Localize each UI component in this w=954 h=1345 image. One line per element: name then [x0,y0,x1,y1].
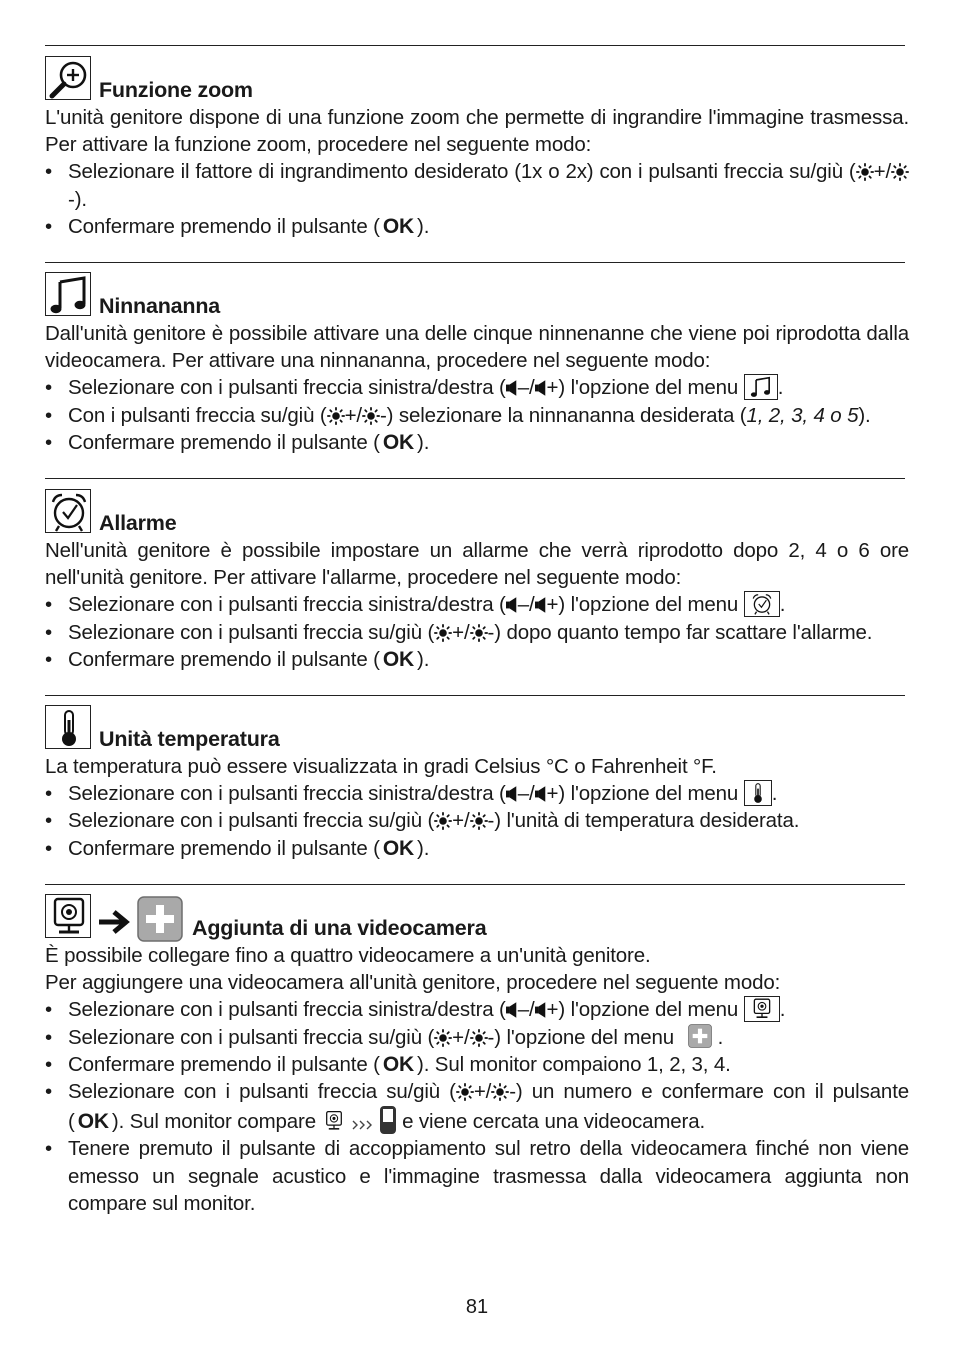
zoom-icon [45,56,91,100]
ok-button-label: OK [382,430,415,454]
music-note-icon [744,374,778,400]
list-item: • Selezionare il fattore di ingrandimento desiderato (1x o 2x) con i pulsanti freccia su/giù ( +/-). [45,158,909,212]
section-intro: È possibile collegare fino a quattro videocamere a un'unità genitore. [45,944,651,967]
volume-down-icon [506,596,518,614]
section-intro: La temperatura può essere visualizzata in gradi Celsius °C o Fahrenheit °F. [45,755,717,778]
volume-down-icon [506,1001,518,1019]
thermometer-icon [45,705,91,749]
brightness-up-icon [434,624,452,642]
divider [45,45,905,46]
thermometer-icon [744,780,772,806]
section-title: Aggiunta di una videocamera [192,916,487,940]
volume-up-icon [535,1001,547,1019]
list-item: • Selezionare con i pulsanti freccia sinistra/destra ( –/ +) l'opzione del menu . [45,780,909,807]
parent-unit-icon [379,1105,397,1135]
section-intro: Dall'unità genitore è possibile attivare una delle cinque ninnenanne che viene poi riprodotta dalla videocamera. Per attivare una ninnananna, procedere nel seguente modo: [45,322,909,373]
brightness-up-icon [434,812,452,830]
music-note-icon [45,272,91,316]
brightness-down-icon [470,624,488,642]
list-item: • Confermare premendo il pulsante ( OK ). [45,835,909,862]
volume-up-icon [535,785,547,803]
add-camera-icon [688,1024,712,1048]
list-item: • Confermare premendo il pulsante ( OK ). Sul monitor compaiono 1, 2, 3, 4. [45,1051,909,1078]
section-title: Allarme [99,511,177,535]
list-item: • Confermare premendo il pulsante ( OK ). [45,213,909,240]
camera-icon [45,894,91,938]
section-intro: Per aggiungere una videocamera all'unità genitore, procedere nel seguente modo: [45,971,781,995]
divider [45,695,905,696]
page-number: 81 [465,1296,489,1318]
signal-dots-icon [351,1119,373,1131]
brightness-down-icon [470,1029,488,1047]
brightness-up-icon [434,1029,452,1047]
list-item: • Selezionare con i pulsanti freccia su/giù ( +/ -) dopo quanto tempo far scattare l'allarme. [45,619,909,646]
volume-down-icon [506,379,518,397]
brightness-down-icon [891,163,909,181]
ok-button-label: OK [77,1110,109,1134]
ok-button-label: OK [382,214,415,238]
list-item: • Selezionare con i pulsanti freccia su/giù ( +/ -) un numero e confermare con il pulsante ( OK ). Sul monitor compare e viene cercata una videocamera. [45,1078,909,1135]
brightness-up-icon [327,407,345,425]
add-camera-icon [137,896,183,942]
section-title: Ninnananna [99,294,221,318]
section-intro: L'unità genitore dispone di una funzione zoom che permette di ingrandire l'immagine trasmessa. Per attivare la funzione zoom, procedere nel seguente modo: [45,106,909,157]
brightness-up-icon [856,163,874,181]
list-item: • Selezionare con i pulsanti freccia sinistra/destra ( –/ +) l'opzione del menu . [45,591,909,618]
brightness-up-icon [456,1083,474,1101]
divider [45,884,905,885]
volume-down-icon [506,785,518,803]
volume-up-icon [535,596,547,614]
ok-button-label: OK [382,647,415,671]
section-title: Funzione zoom [99,78,253,102]
volume-up-icon [535,379,547,397]
camera-icon [322,1108,346,1134]
brightness-down-icon [362,407,380,425]
section-temperature [45,705,909,862]
list-item: • Selezionare con i pulsanti freccia su/giù ( +/ -) l'opzione del menu . [45,1024,909,1051]
list-item: • Confermare premendo il pulsante ( OK ). [45,429,909,456]
list-item: • Selezionare con i pulsanti freccia sinistra/destra ( –/ +) l'opzione del menu . [45,996,909,1023]
alarm-clock-icon [744,591,780,617]
section-intro: Nell'unità genitore è possibile impostare un allarme che verrà riprodotto dopo 2, 4 o 6 ore nell'unità genitore. Per attivare l'allarme, procedere nel seguente modo: [45,539,909,590]
list-item: • Selezionare con i pulsanti freccia sinistra/destra ( –/ +) l'opzione del menu . [45,374,909,401]
alarm-clock-icon [45,489,91,533]
arrow-right-icon [95,910,131,934]
section-zoom [45,56,909,240]
ok-button-label: OK [382,1052,415,1076]
ok-button-label: OK [382,836,415,860]
section-lullaby [45,272,909,456]
section-add-camera [45,894,909,1217]
list-item: • Tenere premuto il pulsante di accoppiamento sul retro della videocamera finché non viene emesso un segnale acustico e l'immagine trasmessa dalla videocamera aggiunta non compare sul monitor. [45,1135,909,1217]
section-title: Unità temperatura [99,727,280,751]
list-item: • Con i pulsanti freccia su/giù ( +/ -) selezionare la ninnananna desiderata (1, 2, 3, 4 o 5). [45,402,909,429]
divider [45,262,905,263]
section-alarm [45,489,909,673]
brightness-down-icon [470,812,488,830]
brightness-down-icon [491,1083,509,1101]
camera-icon [744,996,780,1022]
list-item: • Confermare premendo il pulsante ( OK ). [45,646,909,673]
list-item: • Selezionare con i pulsanti freccia su/giù ( +/ -) l'unità di temperatura desiderata. [45,807,909,834]
divider [45,478,905,479]
